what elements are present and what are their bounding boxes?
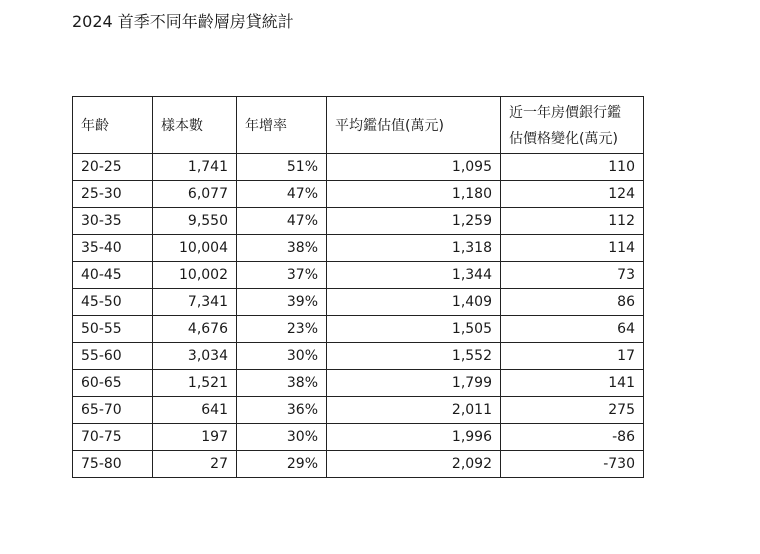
- cell-yoy: 23%: [237, 316, 327, 343]
- header-price-change-line2: 估價格變化(萬元): [509, 130, 618, 147]
- cell-samples: 1,521: [153, 370, 237, 397]
- cell-age: 45-50: [73, 289, 153, 316]
- header-price-change: [501, 97, 644, 154]
- header-price-change-line1: 近一年房價銀行鑑: [509, 104, 621, 121]
- table-body: [73, 154, 644, 478]
- cell-avg-value: 2,011: [327, 397, 501, 424]
- cell-price-change: 73: [501, 262, 644, 289]
- table-row: [73, 262, 644, 289]
- table-row: [73, 397, 644, 424]
- cell-samples: 7,341: [153, 289, 237, 316]
- cell-avg-value: 2,092: [327, 451, 501, 478]
- header-samples: 樣本數: [153, 97, 237, 154]
- cell-price-change: 112: [501, 208, 644, 235]
- cell-price-change: 114: [501, 235, 644, 262]
- cell-age: 65-70: [73, 397, 153, 424]
- cell-avg-value: 1,344: [327, 262, 501, 289]
- cell-samples: 641: [153, 397, 237, 424]
- table-row: [73, 316, 644, 343]
- table-row: [73, 181, 644, 208]
- cell-yoy: 36%: [237, 397, 327, 424]
- header-avg-value: 平均鑑估值(萬元): [327, 97, 501, 154]
- cell-samples: 10,004: [153, 235, 237, 262]
- cell-avg-value: 1,180: [327, 181, 501, 208]
- cell-price-change: 124: [501, 181, 644, 208]
- cell-age: 70-75: [73, 424, 153, 451]
- cell-age: 35-40: [73, 235, 153, 262]
- cell-price-change: 64: [501, 316, 644, 343]
- cell-age: 25-30: [73, 181, 153, 208]
- cell-samples: 4,676: [153, 316, 237, 343]
- cell-avg-value: 1,505: [327, 316, 501, 343]
- cell-yoy: 47%: [237, 208, 327, 235]
- table-row: [73, 424, 644, 451]
- cell-age: 20-25: [73, 154, 153, 181]
- cell-samples: 3,034: [153, 343, 237, 370]
- cell-price-change: 141: [501, 370, 644, 397]
- table-header-row: [73, 97, 644, 154]
- cell-samples: 6,077: [153, 181, 237, 208]
- cell-avg-value: 1,095: [327, 154, 501, 181]
- cell-age: 50-55: [73, 316, 153, 343]
- cell-age: 30-35: [73, 208, 153, 235]
- cell-avg-value: 1,409: [327, 289, 501, 316]
- cell-samples: 1,741: [153, 154, 237, 181]
- cell-yoy: 30%: [237, 343, 327, 370]
- header-yoy: 年增率: [237, 97, 327, 154]
- cell-age: 55-60: [73, 343, 153, 370]
- cell-yoy: 51%: [237, 154, 327, 181]
- cell-yoy: 29%: [237, 451, 327, 478]
- cell-age: 40-45: [73, 262, 153, 289]
- mortgage-stats-table: [72, 96, 644, 478]
- table-row: [73, 451, 644, 478]
- cell-avg-value: 1,259: [327, 208, 501, 235]
- cell-samples: 10,002: [153, 262, 237, 289]
- cell-yoy: 47%: [237, 181, 327, 208]
- document-title: 2024 首季不同年齡層房貸統計: [72, 12, 294, 31]
- cell-avg-value: 1,799: [327, 370, 501, 397]
- cell-avg-value: 1,318: [327, 235, 501, 262]
- header-age: 年齡: [73, 97, 153, 154]
- cell-price-change: 17: [501, 343, 644, 370]
- cell-yoy: 38%: [237, 235, 327, 262]
- cell-avg-value: 1,552: [327, 343, 501, 370]
- table-row: [73, 154, 644, 181]
- cell-age: 75-80: [73, 451, 153, 478]
- cell-age: 60-65: [73, 370, 153, 397]
- table-row: [73, 208, 644, 235]
- cell-avg-value: 1,996: [327, 424, 501, 451]
- cell-price-change: 86: [501, 289, 644, 316]
- table-row: [73, 370, 644, 397]
- cell-samples: 9,550: [153, 208, 237, 235]
- table-row: [73, 343, 644, 370]
- cell-yoy: 37%: [237, 262, 327, 289]
- table-row: [73, 289, 644, 316]
- cell-price-change: 110: [501, 154, 644, 181]
- cell-yoy: 30%: [237, 424, 327, 451]
- cell-samples: 197: [153, 424, 237, 451]
- cell-yoy: 39%: [237, 289, 327, 316]
- cell-price-change: -86: [501, 424, 644, 451]
- cell-price-change: 275: [501, 397, 644, 424]
- table-row: [73, 235, 644, 262]
- cell-yoy: 38%: [237, 370, 327, 397]
- cell-samples: 27: [153, 451, 237, 478]
- cell-price-change: -730: [501, 451, 644, 478]
